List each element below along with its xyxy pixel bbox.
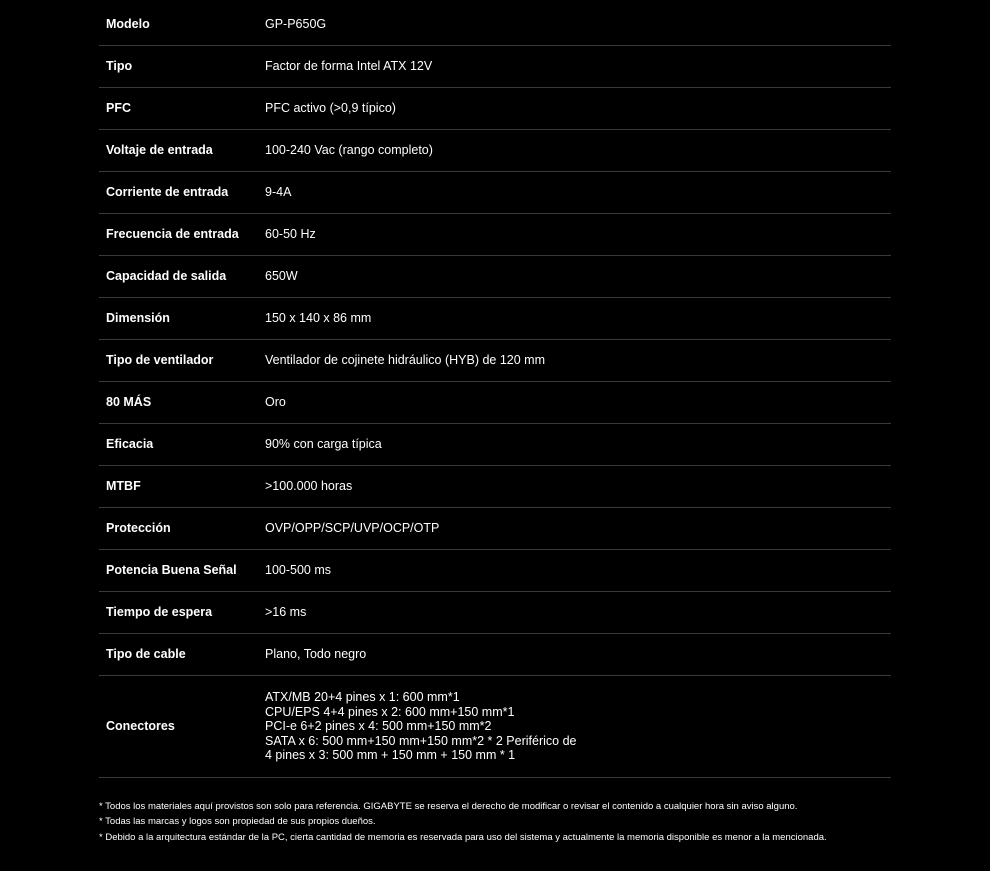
footnotes	[99, 799, 959, 845]
spec-label: Capacidad de salida	[106, 269, 227, 283]
spec-value: 100-500 ms	[265, 563, 332, 577]
connector-list	[265, 690, 891, 763]
spec-label: Potencia Buena Señal	[106, 563, 237, 577]
spec-value: Factor de forma Intel ATX 12V	[265, 59, 433, 73]
spec-row	[99, 508, 891, 550]
spec-label: Dimensión	[106, 311, 170, 325]
spec-label: Tiempo de espera	[106, 605, 213, 619]
spec-row	[99, 4, 891, 46]
connector-line: CPU/EPS 4+4 pines x 2: 600 mm+150 mm*1	[265, 704, 515, 719]
footnote: * Debido a la arquitectura estándar de la PC, cierta cantidad de memoria es reservada para uso del sistema y actualmente la memoria disponible es menor a la mencionada.	[99, 831, 827, 843]
connector-line: SATA x 6: 500 mm+150 mm+150 mm*2 * 2 Periférico de	[265, 733, 577, 748]
spec-row	[99, 340, 891, 382]
spec-value: OVP/OPP/SCP/UVP/OCP/OTP	[265, 521, 440, 535]
spec-row	[99, 172, 891, 214]
spec-value: 60-50 Hz	[265, 227, 316, 241]
spec-value: 650W	[265, 269, 298, 283]
spec-label: Conectores	[106, 719, 175, 733]
spec-label: Modelo	[106, 17, 150, 31]
spec-value: 150 x 140 x 86 mm	[265, 311, 372, 325]
spec-value: Ventilador de cojinete hidráulico (HYB) de 120 mm	[265, 353, 546, 367]
connector-line: PCI-e 6+2 pines x 4: 500 mm+150 mm*2	[265, 719, 492, 734]
spec-label: Frecuencia de entrada	[106, 227, 239, 241]
spec-value: 100-240 Vac (rango completo)	[265, 143, 433, 157]
spec-row	[99, 298, 891, 340]
spec-label: Tipo de ventilador	[106, 353, 214, 367]
spec-rows	[99, 4, 891, 676]
spec-label: 80 MÁS	[106, 395, 152, 409]
spec-row	[99, 88, 891, 130]
spec-value: >100.000 horas	[265, 479, 353, 493]
spec-value: PFC activo (>0,9 típico)	[265, 101, 396, 115]
spec-row	[99, 130, 891, 172]
spec-row	[99, 466, 891, 508]
spec-row-conectores	[99, 676, 891, 778]
spec-value: GP-P650G	[265, 17, 327, 31]
spec-label: PFC	[106, 101, 131, 115]
spec-row	[99, 382, 891, 424]
footnote: * Todas las marcas y logos son propiedad de sus propios dueños.	[99, 816, 376, 828]
spec-row	[99, 214, 891, 256]
spec-row	[99, 424, 891, 466]
spec-row	[99, 592, 891, 634]
spec-row	[99, 550, 891, 592]
spec-value: >16 ms	[265, 605, 307, 619]
footnote: * Todos los materiales aquí provistos son solo para referencia. GIGABYTE se reserva el derecho de modificar o revisar el contenido a cualquier hora sin aviso alguno.	[99, 801, 798, 812]
spec-row	[99, 256, 891, 298]
spec-label: Voltaje de entrada	[106, 143, 213, 157]
spec-row	[99, 634, 891, 676]
spec-label: Tipo de cable	[106, 647, 186, 661]
spec-value: 90% con carga típica	[265, 437, 382, 451]
connector-line: 4 pines x 3: 500 mm + 150 mm + 150 mm * 1	[265, 748, 516, 763]
spec-label: Corriente de entrada	[106, 185, 229, 199]
spec-value: Plano, Todo negro	[265, 647, 367, 661]
spec-row	[99, 46, 891, 88]
spec-table	[99, 4, 891, 778]
spec-value: 9-4A	[265, 185, 292, 199]
spec-label: Eficacia	[106, 437, 154, 451]
spec-label: MTBF	[106, 479, 141, 493]
connector-line: ATX/MB 20+4 pines x 1: 600 mm*1	[265, 690, 460, 705]
spec-label: Protección	[106, 521, 171, 535]
spec-value: Oro	[265, 395, 286, 409]
spec-label: Tipo	[106, 59, 133, 73]
